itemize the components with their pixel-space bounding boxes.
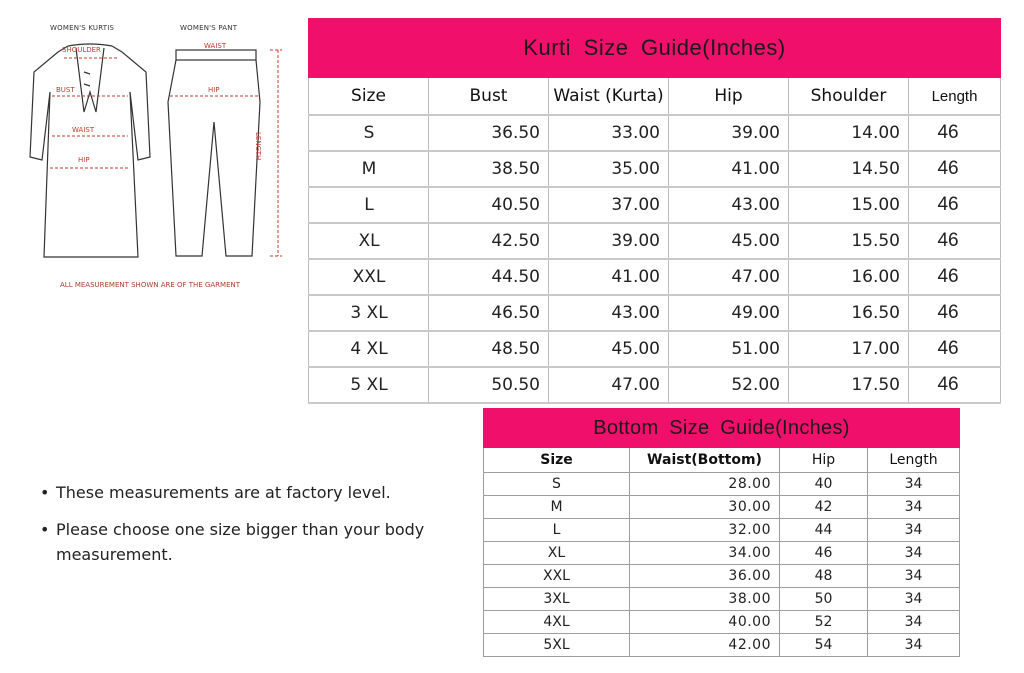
size-cell: L	[309, 187, 429, 223]
kurti-table-title: Kurti Size Guide(Inches)	[309, 19, 1001, 78]
waist-cell: 39.00	[549, 223, 669, 259]
waist-cell: 47.00	[549, 367, 669, 403]
hip-cell: 49.00	[669, 295, 789, 331]
pant-waist-label: WAIST	[204, 42, 227, 50]
shoulder-cell: 15.50	[789, 223, 909, 259]
waist-cell: 36.00	[630, 565, 780, 588]
bottom-header-length: Length	[868, 448, 960, 473]
bottom-header-waist: Waist(Bottom)	[630, 448, 780, 473]
size-cell: 4 XL	[309, 331, 429, 367]
waist-cell: 38.00	[630, 588, 780, 611]
hip-cell: 52.00	[669, 367, 789, 403]
size-cell: XXL	[484, 565, 630, 588]
garment-footnote: ALL MEASUREMENT SHOWN ARE OF THE GARMENT	[60, 281, 241, 289]
waist-cell: 35.00	[549, 151, 669, 187]
waist-cell: 32.00	[630, 519, 780, 542]
kurti-header-shoulder: Shoulder	[789, 78, 909, 116]
pant-length-label: LENGTH	[254, 132, 262, 161]
length-cell: 34	[868, 634, 960, 657]
table-row	[309, 115, 1001, 151]
garment-illustration	[20, 14, 300, 304]
kurti-header-size: Size	[309, 78, 429, 116]
pant-hip-label: HIP	[208, 86, 220, 94]
waist-cell: 34.00	[630, 542, 780, 565]
kurti-header-waist: Waist (Kurta)	[549, 78, 669, 116]
size-cell: S	[484, 473, 630, 496]
pant-sketch	[168, 50, 260, 256]
table-row	[484, 634, 960, 657]
hip-cell: 52	[780, 611, 868, 634]
waist-cell: 33.00	[549, 115, 669, 151]
hip-cell: 43.00	[669, 187, 789, 223]
table-row	[484, 473, 960, 496]
length-cell: 46	[909, 259, 1001, 295]
kurti-hip-label: HIP	[78, 156, 90, 164]
bust-cell: 40.50	[429, 187, 549, 223]
kurti-caption: WOMEN'S KURTIS	[50, 24, 115, 32]
waist-cell: 45.00	[549, 331, 669, 367]
kurti-header-length: Length	[909, 78, 1001, 116]
table-row	[484, 588, 960, 611]
table-row	[484, 519, 960, 542]
shoulder-cell: 16.50	[789, 295, 909, 331]
waist-cell: 42.00	[630, 634, 780, 657]
hip-cell: 46	[780, 542, 868, 565]
pant-caption: WOMEN'S PANT	[180, 24, 238, 32]
table-row	[309, 367, 1001, 403]
table-row	[309, 295, 1001, 331]
hip-cell: 44	[780, 519, 868, 542]
length-cell: 34	[868, 611, 960, 634]
bottom-header-hip: Hip	[780, 448, 868, 473]
size-cell: L	[484, 519, 630, 542]
shoulder-cell: 17.00	[789, 331, 909, 367]
waist-cell: 41.00	[549, 259, 669, 295]
bottom-size-table	[483, 408, 960, 657]
waist-cell: 28.00	[630, 473, 780, 496]
table-row	[484, 542, 960, 565]
size-cell: M	[484, 496, 630, 519]
table-row	[309, 151, 1001, 187]
length-cell: 34	[868, 588, 960, 611]
hip-cell: 40	[780, 473, 868, 496]
length-cell: 46	[909, 151, 1001, 187]
kurti-header-bust: Bust	[429, 78, 549, 116]
shoulder-cell: 14.50	[789, 151, 909, 187]
shoulder-cell: 15.00	[789, 187, 909, 223]
size-cell: XL	[484, 542, 630, 565]
waist-cell: 37.00	[549, 187, 669, 223]
note-item: • These measurements are at factory level.	[40, 480, 470, 505]
size-cell: XXL	[309, 259, 429, 295]
hip-cell: 45.00	[669, 223, 789, 259]
measurement-notes	[40, 480, 470, 579]
hip-cell: 51.00	[669, 331, 789, 367]
bust-cell: 44.50	[429, 259, 549, 295]
length-cell: 46	[909, 223, 1001, 259]
size-cell: XL	[309, 223, 429, 259]
size-cell: 3XL	[484, 588, 630, 611]
shoulder-cell: 17.50	[789, 367, 909, 403]
bottom-header-size: Size	[484, 448, 630, 473]
waist-cell: 43.00	[549, 295, 669, 331]
hip-cell: 42	[780, 496, 868, 519]
size-cell: 4XL	[484, 611, 630, 634]
kurti-header-hip: Hip	[669, 78, 789, 116]
size-cell: 5 XL	[309, 367, 429, 403]
kurti-header-row	[309, 78, 1001, 116]
hip-cell: 39.00	[669, 115, 789, 151]
hip-cell: 50	[780, 588, 868, 611]
bust-cell: 36.50	[429, 115, 549, 151]
bust-cell: 38.50	[429, 151, 549, 187]
table-row	[484, 496, 960, 519]
bust-cell: 42.50	[429, 223, 549, 259]
waist-cell: 30.00	[630, 496, 780, 519]
bust-cell: 46.50	[429, 295, 549, 331]
kurti-size-table	[308, 18, 1001, 404]
shoulder-cell: 14.00	[789, 115, 909, 151]
kurti-waist-label: WAIST	[72, 126, 95, 134]
length-cell: 34	[868, 519, 960, 542]
hip-cell: 41.00	[669, 151, 789, 187]
table-row	[484, 565, 960, 588]
bottom-table-title: Bottom Size Guide(Inches)	[484, 409, 960, 448]
hip-cell: 54	[780, 634, 868, 657]
size-cell: S	[309, 115, 429, 151]
length-cell: 46	[909, 331, 1001, 367]
bust-cell: 48.50	[429, 331, 549, 367]
table-row	[309, 223, 1001, 259]
kurti-shoulder-label: SHOULDER	[62, 46, 101, 54]
length-cell: 34	[868, 496, 960, 519]
size-cell: 5XL	[484, 634, 630, 657]
size-cell: M	[309, 151, 429, 187]
length-cell: 46	[909, 187, 1001, 223]
length-cell: 46	[909, 295, 1001, 331]
kurti-bust-label: BUST	[56, 86, 75, 94]
table-row	[309, 331, 1001, 367]
shoulder-cell: 16.00	[789, 259, 909, 295]
table-row	[309, 259, 1001, 295]
hip-cell: 47.00	[669, 259, 789, 295]
note-item: • Please choose one size bigger than your body measurement.	[40, 517, 470, 567]
length-cell: 46	[909, 367, 1001, 403]
bust-cell: 50.50	[429, 367, 549, 403]
table-row	[309, 187, 1001, 223]
kurti-sketch	[30, 44, 150, 257]
table-row	[484, 611, 960, 634]
length-cell: 34	[868, 542, 960, 565]
length-cell: 34	[868, 473, 960, 496]
size-cell: 3 XL	[309, 295, 429, 331]
length-cell: 34	[868, 565, 960, 588]
hip-cell: 48	[780, 565, 868, 588]
waist-cell: 40.00	[630, 611, 780, 634]
bottom-header-row	[484, 448, 960, 473]
length-cell: 46	[909, 115, 1001, 151]
